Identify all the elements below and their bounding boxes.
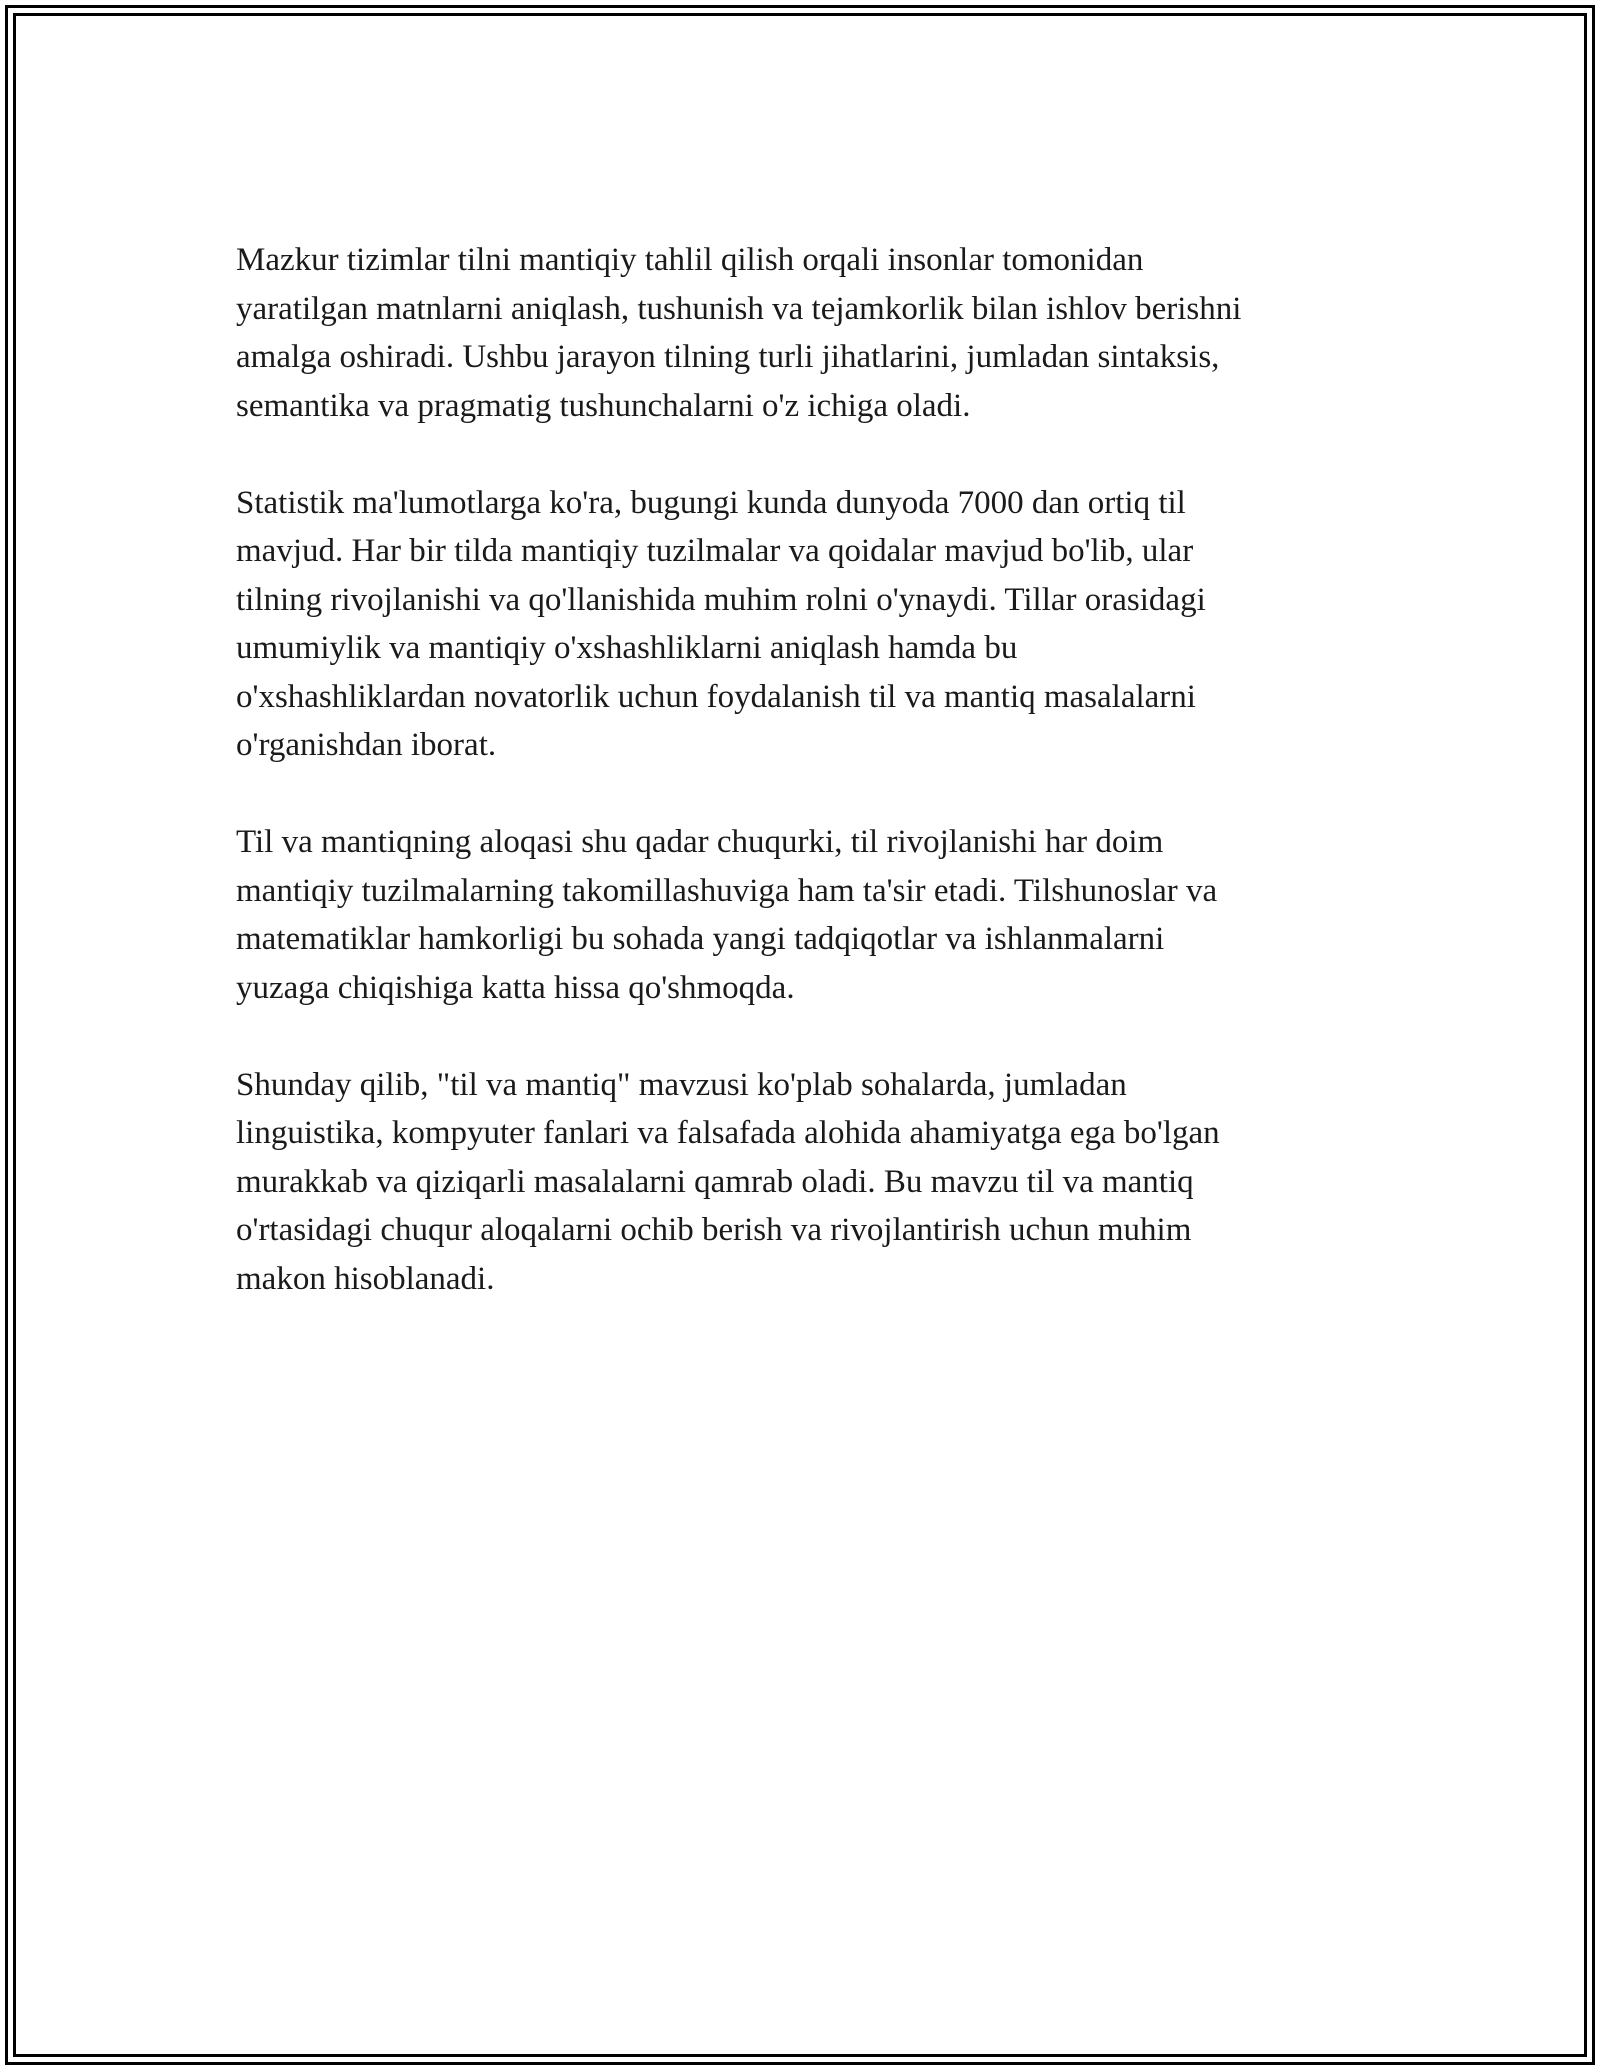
document-body (236, 236, 1366, 1352)
paragraph-3: Til va mantiqning aloqasi shu qadar chuqurki, til rivojlanishi har doim mantiqiy tuzilmalarning takomillashuviga ham ta'sir etadi. Tilshunoslar va matematiklar hamkorligi bu sohada yangi tadqiqotlar va ishlanmalarni yuzaga chiqishiga katta hissa qo'shmoqda. (236, 824, 1218, 1006)
paragraph-4: Shunday qilib, "til va mantiq" mavzusi ko'plab sohalarda, jumladan linguistika, kompyuter fanlari va falsafada alohida ahamiyatga ega bo'lgan murakkab va qiziqarli masalalarni qamrab oladi. Bu mavzu til va mantiq o'rtasidagi chuqur aloqalarni ochib berish va rivojlantirish uchun muhim makon hisoblanadi. (236, 1066, 1220, 1297)
paragraph-1: Mazkur tizimlar tilni mantiqiy tahlil qilish orqali insonlar tomonidan yaratilgan matnlarni aniqlash, tushunish va tejamkorlik bilan ishlov berishni amalga oshiradi. Ushbu jarayon tilning turli jihatlarini, jumladan sintaksis, semantika va pragmatig tushunchalarni o'z ichiga oladi. (236, 242, 1242, 424)
paragraph-2: Statistik ma'lumotlarga ko'ra, bugungi kunda dunyoda 7000 dan ortiq til mavjud. Har bir tilda mantiqiy tuzilmalar va qoidalar mavjud bo'lib, ular tilning rivojlanishi va qo'llanishida muhim rolni o'ynaydi. Tillar orasidagi umumiylik va mantiqiy o'xshashliklarni aniqlash hamda bu o'xshashliklardan novatorlik uchun foydalanish til va mantiq masalalarni o'rganishdan iborat. (236, 484, 1206, 763)
